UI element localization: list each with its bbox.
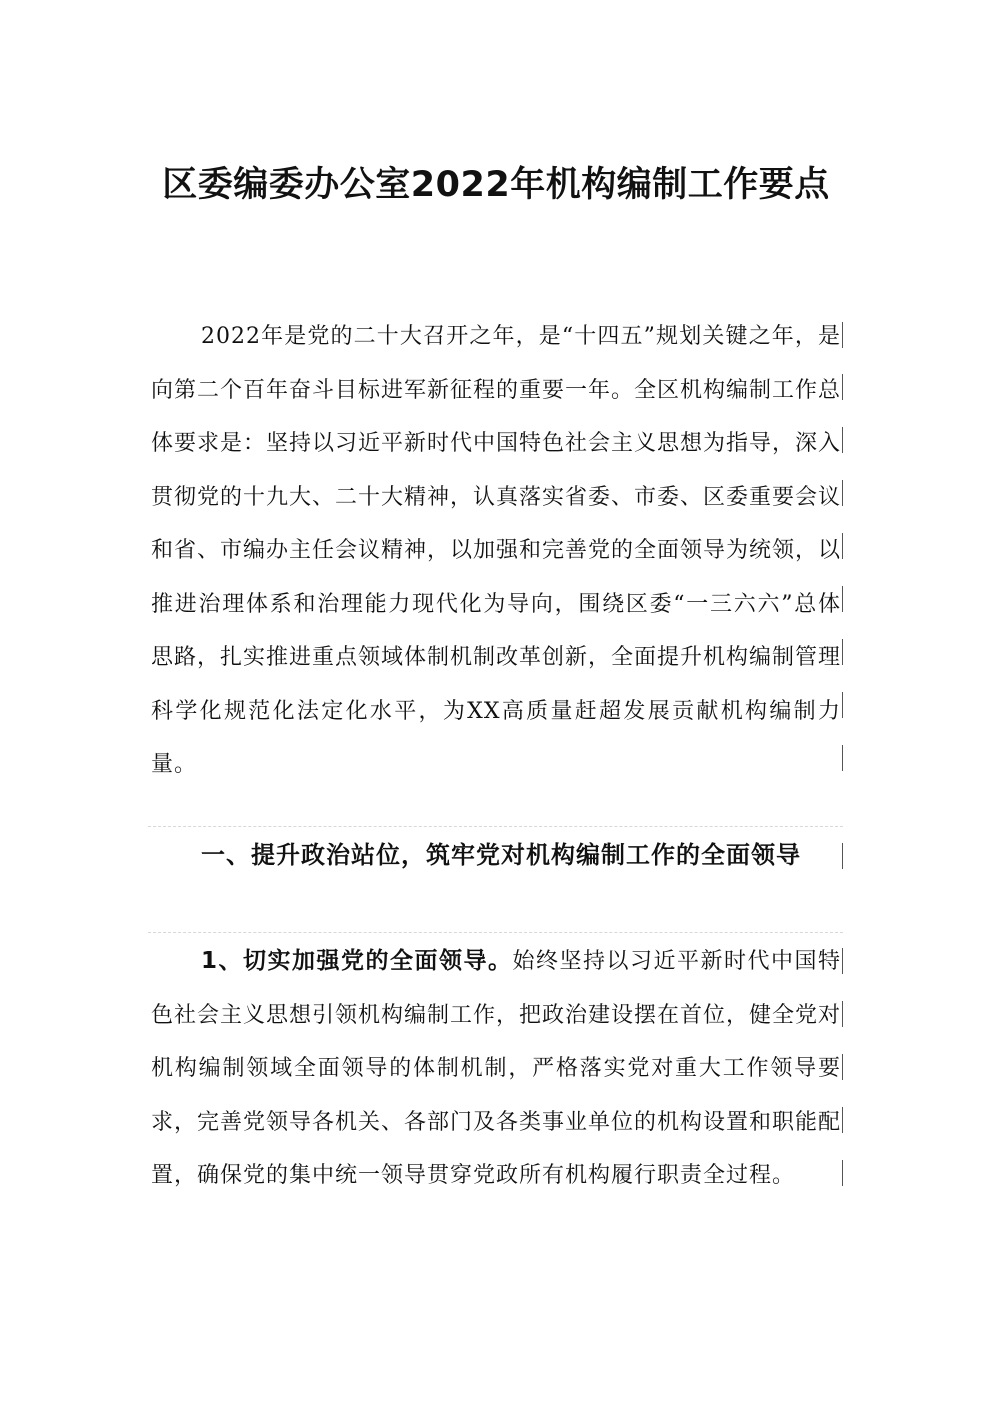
section-divider — [148, 826, 843, 827]
line-end-mark — [842, 639, 843, 665]
section-divider — [148, 932, 843, 933]
item-1-lead: 1、切实加强党的全面领导。 — [201, 948, 513, 974]
line-end-mark — [842, 692, 843, 718]
document-title: 区委编委办公室2022年机构编制工作要点 — [162, 165, 830, 205]
line-end-mark — [842, 427, 843, 453]
line-end-mark — [842, 322, 843, 348]
line-end-mark — [842, 1054, 843, 1080]
line-end-mark — [842, 586, 843, 612]
line-end-mark — [842, 480, 843, 506]
item-1-paragraph — [151, 935, 841, 1203]
intro-paragraph: 2022年是党的二十大召开之年，是“十四五”规划关键之年，是向第二个百年奋斗目标进军新征程的重要一年。全区机构编制工作总体要求是：坚持以习近平新时代中国特色社会主义思想为指导，深入贯彻党的十九大、二十大精神，认真落实省委、市委、区委重要会议和省、市编办主任会议精神，以加强和完善党的全面领导为统领，以推进治理体系和治理能力现代化为导向，围绕区委“一三六六”总体思路，扎实推进重点领域体制机制改革创新，全面提升机构编制管理科学化规范化法定化水平，为XX高质量赶超发展贡献机构编制力量。 — [151, 324, 842, 777]
line-end-mark — [842, 843, 843, 869]
section-heading-1: 一、提升政治站位，筑牢党对机构编制工作的全面领导 — [201, 841, 801, 869]
item-1-text: 始终坚持以习近平新时代中国特色社会主义思想引领机构编制工作，把政治建设摆在首位，健全党对机构编制领域全面领导的体制机制，严格落实党对重大工作领导要求，完善党领导各机关、各部门及各类事业单位的机构设置和职能配置，确保党的集中统一领导贯穿党政所有机构履行职责全过程。 — [151, 949, 842, 1188]
line-end-mark — [842, 1160, 843, 1186]
line-end-mark — [842, 1107, 843, 1133]
line-end-mark — [842, 745, 843, 771]
line-end-mark — [842, 533, 843, 559]
line-end-mark — [842, 374, 843, 400]
line-end-mark — [842, 948, 843, 974]
line-end-mark — [842, 1001, 843, 1027]
